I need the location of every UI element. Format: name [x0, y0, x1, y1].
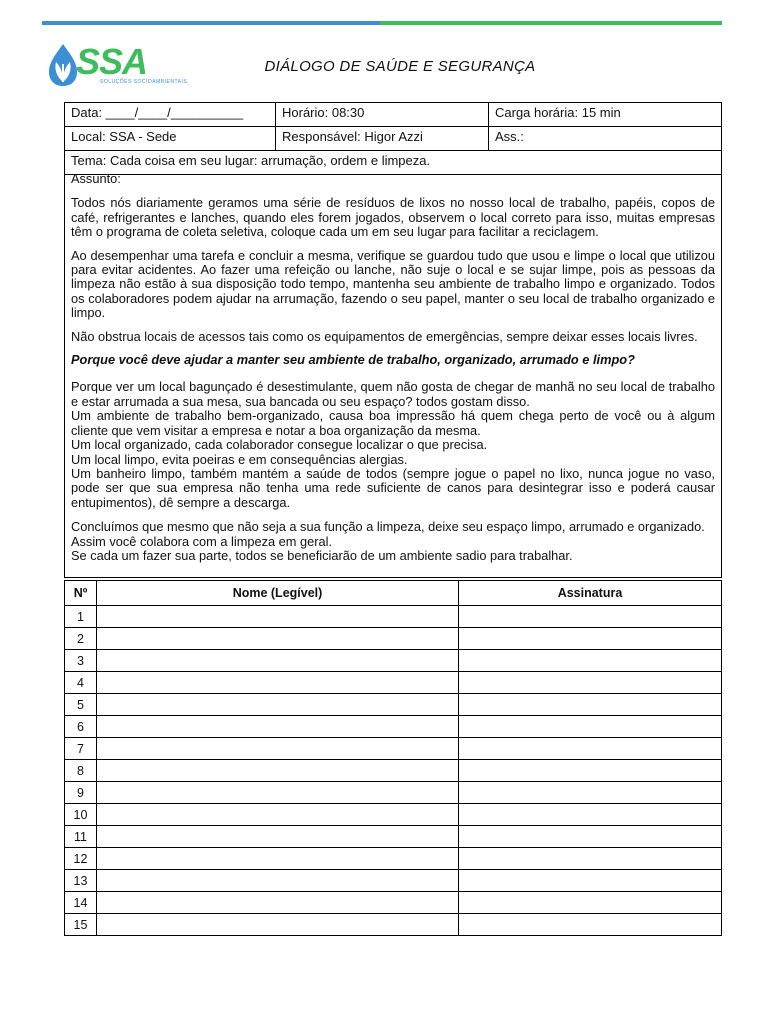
paragraph-3: Não obstrua locais de acessos tais como os equipamentos de emergências, sempre deixar esses locais livres.: [71, 328, 698, 344]
attendance-table: [64, 580, 722, 936]
header-bar-blue: [42, 21, 380, 25]
name-cell[interactable]: [97, 672, 459, 694]
table-row: [65, 650, 722, 672]
table-row: [65, 606, 722, 628]
signature-cell[interactable]: [459, 738, 722, 760]
location-field: Local: SSA - Sede: [65, 127, 276, 151]
subject-section: [64, 170, 722, 578]
paragraph-6: Um local organizado, cada colaborador consegue localizar o que precisa.: [71, 437, 488, 453]
row-number: 5: [65, 694, 97, 716]
row-number: 11: [65, 826, 97, 848]
row-number: 8: [65, 760, 97, 782]
info-table: [64, 102, 722, 175]
name-cell[interactable]: [97, 870, 459, 892]
row-number: 2: [65, 628, 97, 650]
name-cell[interactable]: [97, 716, 459, 738]
paragraph-4: Porque ver um local bagunçado é desestimulante, quem não gosta de chegar de manhã no seu local de trabalho e estar arrumada a sua mesa, sua bancada ou seu espaço? todos gostam disso.: [71, 379, 715, 409]
name-cell[interactable]: [97, 826, 459, 848]
table-row: [65, 694, 722, 716]
table-row: [65, 892, 722, 914]
paragraph-11: Se cada um fazer sua parte, todos se beneficiarão de um ambiente sadio para trabalhar.: [71, 547, 573, 563]
table-row: [65, 848, 722, 870]
paragraph-8: Um banheiro limpo, também mantém a saúde de todos (sempre jogue o papel no lixo, nunca jogue no vaso, pode ser que sua empresa não tenha uma rede suficiente de canos para desintegrar isso e poderá causar entupimentos), dê sempre a descarga.: [71, 465, 715, 510]
subject-label: Assunto:: [71, 171, 121, 186]
paragraph-7: Um local limpo, evita poeiras e em consequências alergias.: [71, 451, 408, 467]
logo-text: SSA: [76, 41, 148, 82]
table-row: [65, 716, 722, 738]
row-number: 7: [65, 738, 97, 760]
table-row: [65, 760, 722, 782]
paragraph-10: Assim você colabora com a limpeza em geral.: [71, 533, 333, 549]
signature-cell[interactable]: [459, 760, 722, 782]
name-cell[interactable]: [97, 694, 459, 716]
signature-cell[interactable]: [459, 650, 722, 672]
paragraph-5: Um ambiente de trabalho bem-organizado, causa boa impressão há quem chega perto de você ou à algum cliente que vem visitar a empresa e notar a boa organização da mesma.: [71, 408, 715, 438]
responsible-field: Responsável: Higor Azzi: [276, 127, 489, 151]
signature-cell[interactable]: [459, 826, 722, 848]
col-header-number: Nº: [65, 581, 97, 606]
duration-field: Carga horária: 15 min: [489, 103, 722, 127]
theme-field: Tema: Cada coisa em seu lugar: arrumação, ordem e limpeza.: [65, 151, 722, 175]
table-row: [65, 826, 722, 848]
signature-cell[interactable]: [459, 892, 722, 914]
name-cell[interactable]: [97, 606, 459, 628]
paragraph-2: Ao desempenhar uma tarefa e concluir a mesma, verifique se guardou tudo que usou e limpe o local que utilizou para evitar acidentes. Ao fazer uma refeição ou lanche, não suje o local e se sujar limpe, pois as pessoas da limpeza não estão à sua disposição todo tempo, mantenha seu ambiente de trabalho limpo e organizado. Todos os colaboradores podem ajudar na arrumação, fazendo o seu papel, manter o seu local de trabalho organizado e limpo.: [71, 247, 715, 321]
name-cell[interactable]: [97, 804, 459, 826]
table-row: [65, 914, 722, 936]
time-field: Horário: 08:30: [276, 103, 489, 127]
table-row: [65, 870, 722, 892]
header-bar-green: [380, 21, 722, 25]
signature-cell[interactable]: [459, 804, 722, 826]
name-cell[interactable]: [97, 848, 459, 870]
table-row: [65, 804, 722, 826]
signature-cell[interactable]: [459, 694, 722, 716]
row-number: 9: [65, 782, 97, 804]
signature-cell[interactable]: [459, 870, 722, 892]
row-number: 6: [65, 716, 97, 738]
signature-cell[interactable]: [459, 716, 722, 738]
name-cell[interactable]: [97, 892, 459, 914]
table-row: [65, 782, 722, 804]
row-number: 13: [65, 870, 97, 892]
date-field: Data: ____/____/__________: [65, 103, 276, 127]
signature-cell[interactable]: [459, 628, 722, 650]
name-cell[interactable]: [97, 760, 459, 782]
col-header-signature: Assinatura: [459, 581, 722, 606]
signature-cell[interactable]: [459, 782, 722, 804]
table-row: [65, 738, 722, 760]
logo-subtitle: SOLUÇÕES SOCIOAMBIENTAIS: [100, 79, 188, 85]
name-cell[interactable]: [97, 628, 459, 650]
ssa-logo: [46, 41, 188, 90]
paragraph-9: Concluímos que mesmo que não seja a sua função a limpeza, deixe seu espaço limpo, arrumado e organizado.: [71, 519, 705, 535]
col-header-name: Nome (Legível): [97, 581, 459, 606]
row-number: 3: [65, 650, 97, 672]
name-cell[interactable]: [97, 738, 459, 760]
row-number: 4: [65, 672, 97, 694]
name-cell[interactable]: [97, 650, 459, 672]
row-number: 15: [65, 914, 97, 936]
signature-cell[interactable]: [459, 606, 722, 628]
document-title: DIÁLOGO DE SAÚDE E SEGURANÇA: [264, 58, 536, 75]
paragraph-1: Todos nós diariamente geramos uma série de resíduos de lixos no nosso local de trabalho, papéis, copos de café, refrigerantes e lanches, quando eles forem jogados, observem o local correto para isso, muitas empresas têm o programa de coleta seletiva, coloque cada um em seu lugar para facilitar a reciclagem.: [71, 195, 715, 240]
table-row: [65, 628, 722, 650]
row-number: 12: [65, 848, 97, 870]
signature-field: Ass.:: [489, 127, 722, 151]
key-question: Porque você deve ajudar a manter seu ambiente de trabalho, organizado, arrumado e limpo?: [71, 352, 635, 368]
signature-cell[interactable]: [459, 848, 722, 870]
name-cell[interactable]: [97, 782, 459, 804]
header-color-bar: [42, 21, 722, 25]
table-row: [65, 672, 722, 694]
row-number: 14: [65, 892, 97, 914]
signature-cell[interactable]: [459, 672, 722, 694]
signature-cell[interactable]: [459, 914, 722, 936]
row-number: 10: [65, 804, 97, 826]
drop-leaf-icon: [46, 42, 80, 88]
name-cell[interactable]: [97, 914, 459, 936]
row-number: 1: [65, 606, 97, 628]
